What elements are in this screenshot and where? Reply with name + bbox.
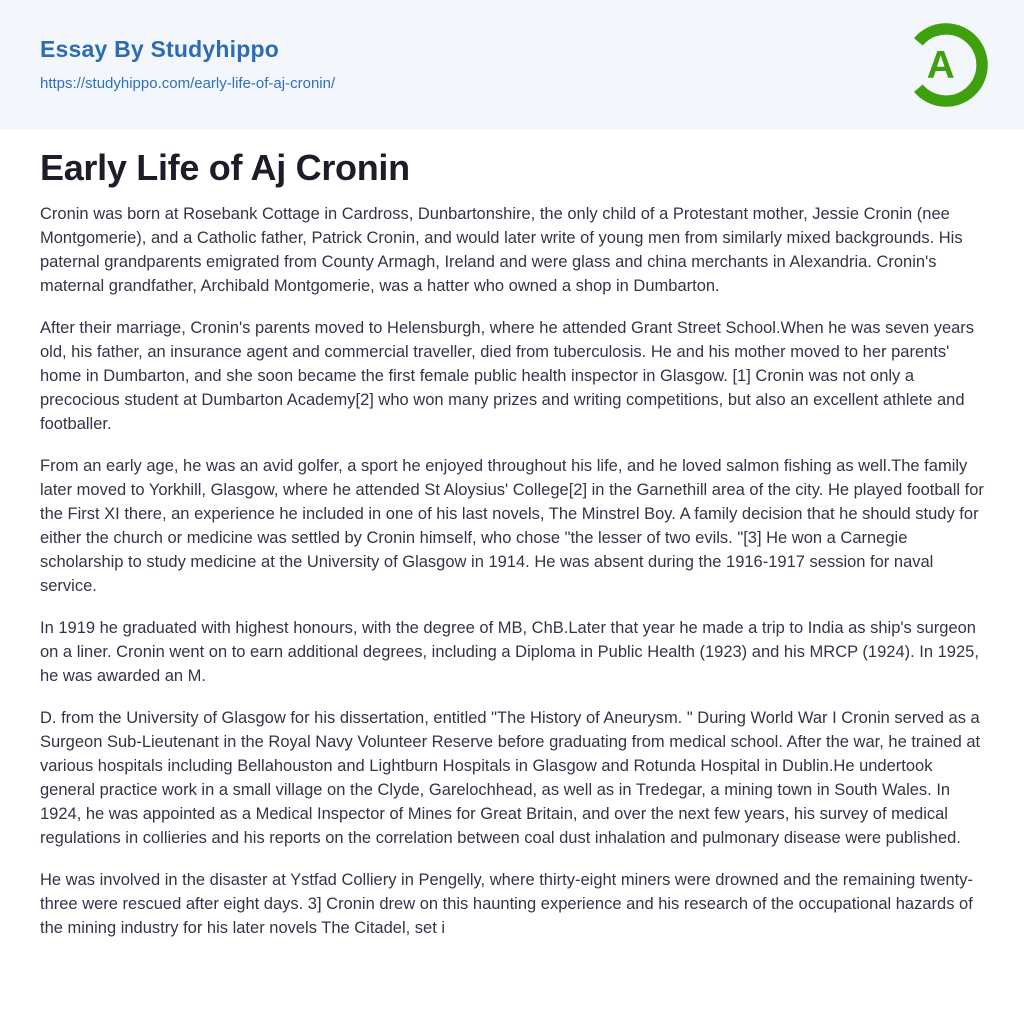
site-title: Essay By Studyhippo: [40, 36, 279, 63]
essay-title: Early Life of Aj Cronin: [40, 147, 410, 188]
essay-paragraph-2: After their marriage, Cronin's parents moved to Helensburgh, where he attended Grant Street School.When he was seven years old, his father, an insurance agent and commercial traveller, died from tuberculosis. He and his mother moved to her parents' home in Dumbarton, and she soon became the first female public health inspector in Glasgow. [1] Cronin was not only a precocious student at Dumbarton Academy[2] who won many prizes and writing competitions, but also an excellent athlete and footballer.: [40, 319, 975, 433]
logo-letter: A: [926, 44, 955, 88]
essay-paragraph-1: Cronin was born at Rosebank Cottage in Cardross, Dunbartonshire, the only child of a Protestant mother, Jessie Cronin (nee Montgomerie), and a Catholic father, Patrick Cronin, and would later write of young men from similarly mixed backgrounds. His paternal grandparents emigrated from County Armagh, Ireland and were glass and china merchants in Alexandria. Cronin's maternal grandfather, Archibald Montgomerie, was a hatter who owned a shop in Dumbarton.: [40, 205, 963, 295]
essay-content: [0, 130, 1024, 940]
essay-body: [40, 202, 984, 940]
essay-paragraph-3: From an early age, he was an avid golfer, a sport he enjoyed throughout his life, and he loved salmon fishing as well.The family later moved to Yorkhill, Glasgow, where he attended St Aloysius' College[2] in the Garnethill area of the city. He played football for the First XI there, an experience he included in one of his last novels, The Minstrel Boy. A family decision that he should study for either the church or medicine was settled by Cronin himself, who chose "the lesser of two evils. "[3] He won a Carnegie scholarship to study medicine at the University of Glasgow in 1914. He was absent during the 1916-1917 session for naval service.: [40, 457, 984, 595]
header-text-block: [40, 37, 335, 93]
studyhippo-logo: [902, 21, 990, 109]
essay-paragraph-4: In 1919 he graduated with highest honours, with the degree of MB, ChB.Later that year he made a trip to India as ship's surgeon on a liner. Cronin went on to earn additional degrees, including a Diploma in Public Health (1923) and his MRCP (1924). In 1925, he was awarded an M.: [40, 619, 979, 685]
essay-url-link[interactable]: https://studyhippo.com/early-life-of-aj-cronin/: [40, 75, 336, 93]
essay-paragraph-5: D. from the University of Glasgow for his dissertation, entitled "The History of Aneurysm. " During World War I Cronin served as a Surgeon Sub-Lieutenant in the Royal Navy Volunteer Reserve before graduating from medical school. After the war, he trained at various hospitals including Bellahouston and Lightburn Hospitals in Glasgow and Rotunda Hospital in Dublin.He undertook general practice work in a small village on the Clyde, Garelochhead, as well as in Tredegar, a mining town in South Wales. In 1924, he was appointed as a Medical Inspector of Mines for Great Britain, and over the next few years, his survey of medical regulations in collieries and his reports on the correlation between coal dust inhalation and pulmonary disease were published.: [40, 709, 981, 847]
essay-paragraph-6: He was involved in the disaster at Ystfad Colliery in Pengelly, where thirty-eight miners were drowned and the remaining twenty-three were rescued after eight days. 3] Cronin drew on this haunting experience and his research of the occupational hazards of the mining industry for his later novels The Citadel, set i: [40, 871, 974, 937]
page-header: [0, 0, 1024, 130]
logo-ring-icon: [902, 21, 990, 109]
